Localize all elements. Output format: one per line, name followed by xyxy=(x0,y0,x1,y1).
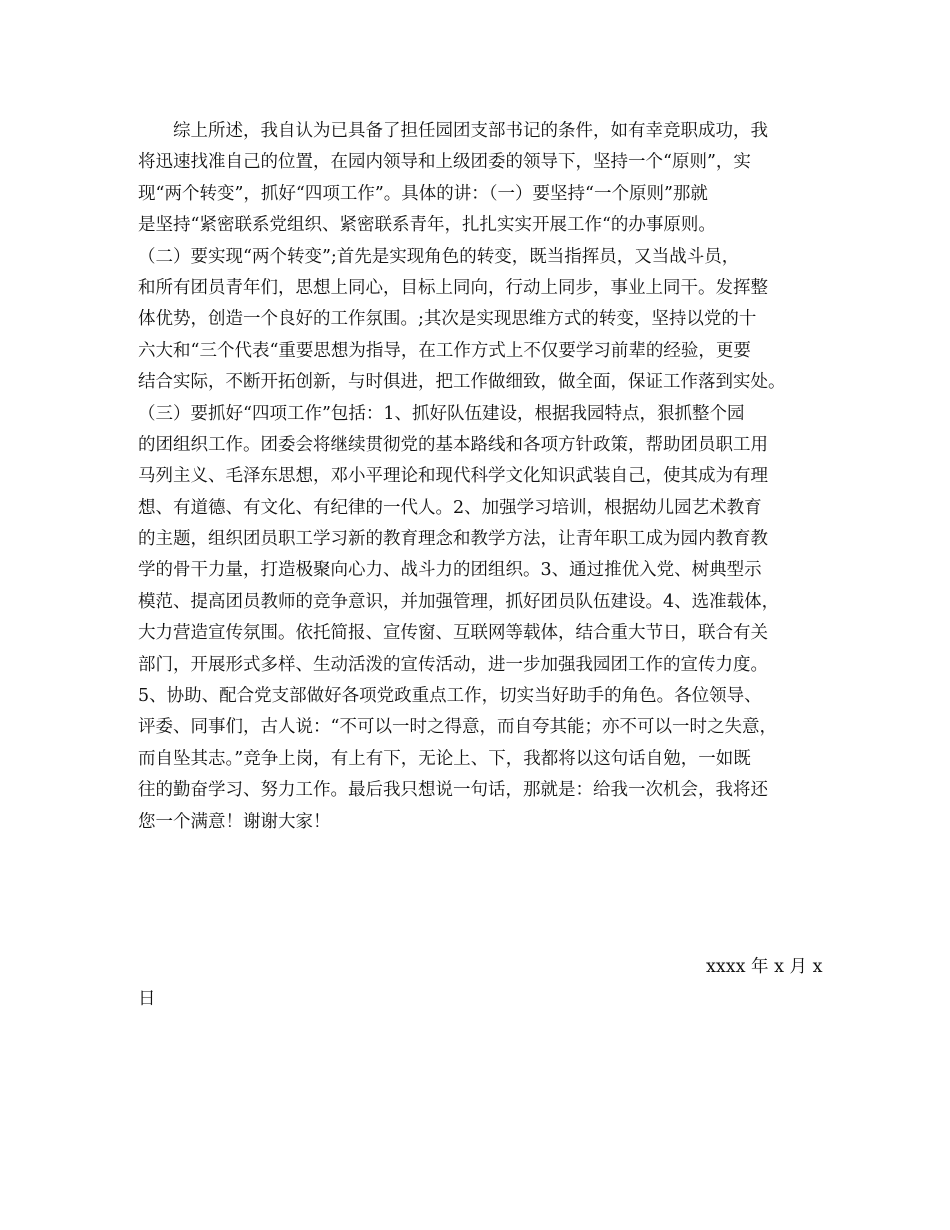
text-line: 是坚持“紧密联系党组织、紧密联系青年，扎扎实实开展工作“的办事原则。 xyxy=(138,215,716,236)
text-line: 学的骨干力量，打造极聚向心力、战斗力的团组织。3、通过推优入党、树典型示 xyxy=(138,560,762,581)
text-line: 现“两个转变”，抓好“四项工作”。具体的讲：（一）要坚持“一个原则”那就 xyxy=(138,183,708,204)
text-line: 而自坠其志。”竞争上岗，有上有下，无论上、下，我都将以这句话自勉，一如既 xyxy=(138,748,751,769)
text-line: 六大和“三个代表“重要思想为指导，在工作方式上不仅要学习前辈的经验，更要 xyxy=(138,340,751,361)
date-line: xxxx 年 x 月 x xyxy=(706,957,823,977)
text-line: 往的勤奋学习、努力工作。最后我只想说一句话，那就是：给我一次机会，我将还 xyxy=(138,780,768,801)
text-line: 部门，开展形式多样、生动活泼的宣传活动，进一步加强我园团工作的宣传力度。 xyxy=(138,654,768,675)
text-line: 5、协助、配合党支部做好各项党政重点工作，切实当好助手的角色。各位领导、 xyxy=(138,686,762,707)
text-line: 想、有道德、有文化、有纪律的一代人。2、加强学习培训，根据幼儿园艺术教育 xyxy=(138,497,762,518)
text-line: 评委、同事们，古人说：“不可以一时之得意，而自夸其能；亦不可以一时之失意， xyxy=(138,717,777,738)
text-line: 和所有团员青年们，思想上同心，目标上同向，行动上同步，事业上同干。发挥整 xyxy=(138,277,768,298)
text-line: 大力营造宣传氛围。依托简报、宣传窗、互联网等载体，结合重大节日，联合有关 xyxy=(138,623,768,644)
text-line: 的主题，组织团员职工学习新的教育理念和教学方法，让青年职工成为园内教育教 xyxy=(138,529,768,550)
text-line: （二）要实现“两个转变”;首先是实现角色的转变，既当指挥员，又当战斗员， xyxy=(138,246,740,267)
body-text xyxy=(138,116,828,838)
text-line: 马列主义、毛泽东思想，邓小平理论和现代科学文化知识武装自己，使其成为有理 xyxy=(138,466,768,487)
text-line: 综上所述，我自认为已具备了担任园团支部书记的条件，如有幸竞职成功，我 xyxy=(173,121,768,141)
text-line: 体优势，创造一个良好的工作氛围。;其次是实现思维方式的转变，坚持以党的十 xyxy=(138,309,757,330)
text-line: 模范、提高团员教师的竞争意识，并加强管理，抓好团员队伍建设。4、选准载体， xyxy=(138,591,780,612)
text-line: （三）要抓好“四项工作”包括：1、抓好队伍建设，根据我园特点，狠抓整个园 xyxy=(138,403,745,424)
text-line: 您一个满意！谢谢大家！ xyxy=(138,811,331,832)
text-line: 的团组织工作。团委会将继续贯彻党的基本路线和各项方针政策，帮助团员职工用 xyxy=(138,434,768,455)
text-line: 结合实际，不断开拓创新，与时俱进，把工作做细致，做全面，保证工作落到实处。 xyxy=(138,372,786,393)
date-day-char: 日 xyxy=(138,989,156,1009)
text-line: 将迅速找准自己的位置，在园内领导和上级团委的领导下，坚持一个“原则”，实 xyxy=(138,152,751,173)
